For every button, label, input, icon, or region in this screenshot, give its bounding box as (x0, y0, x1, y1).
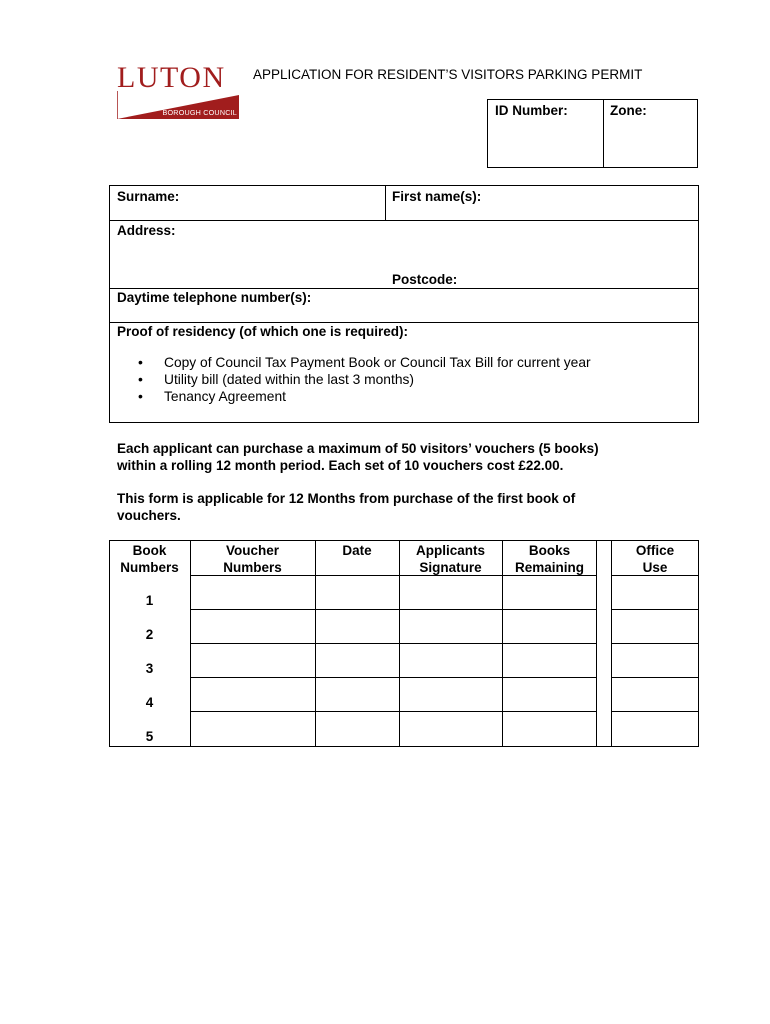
applicant-details-box (109, 185, 699, 423)
row-divider (611, 643, 699, 644)
row-divider (110, 220, 698, 221)
logo-wordmark: LUTON (117, 61, 226, 94)
book-number-cell: 3 (145, 661, 154, 676)
row-divider (190, 677, 597, 678)
voucher-limit-line-1: Each applicant can purchase a maximum of 50 visitors’ vouchers (5 books) (117, 441, 599, 456)
header-line: Date (342, 543, 372, 558)
first-name-label: First name(s): (392, 189, 482, 204)
id-number-label: ID Number: (495, 103, 568, 118)
first-name-field[interactable] (388, 204, 696, 219)
book-number-cell: 1 (145, 593, 154, 608)
proof-list (132, 354, 591, 405)
row-divider (611, 609, 699, 610)
page-title: APPLICATION FOR RESIDENT’S VISITORS PARKING PERMIT (253, 67, 643, 82)
header-line: Voucher (225, 543, 279, 558)
validity-line-1: This form is applicable for 12 Months from purchase of the first book of (117, 491, 576, 506)
header-applicants-signature (399, 542, 502, 576)
list-item: • Utility bill (dated within the last 3 months) (132, 371, 591, 388)
postcode-field[interactable] (470, 272, 696, 287)
name-divider (385, 186, 386, 220)
id-number-field[interactable] (489, 120, 602, 167)
header-date (315, 542, 399, 559)
proof-of-residency-label: Proof of residency (of which one is required): (117, 324, 409, 339)
header-book-numbers (109, 542, 190, 576)
phone-field[interactable] (350, 290, 696, 320)
address-field[interactable] (111, 240, 697, 270)
zone-label: Zone: (610, 103, 647, 118)
voucher-limit-line-2: within a rolling 12 month period. Each set of 10 vouchers cost £22.00. (117, 458, 564, 473)
logo-subtitle: BOROUGH COUNCIL (162, 108, 237, 117)
header-line: Numbers (120, 560, 179, 575)
header-line: Use (642, 560, 668, 575)
list-item: • Tenancy Agreement (132, 388, 591, 405)
book-number-cell: 2 (145, 627, 154, 642)
book-number-cell: 5 (145, 729, 154, 744)
surname-label: Surname: (117, 189, 180, 204)
header-line: Applicants (415, 543, 485, 558)
zone-field[interactable] (605, 120, 697, 167)
address-label: Address: (117, 223, 176, 238)
surname-field[interactable] (111, 204, 383, 219)
header-line: Books (528, 543, 571, 558)
header-voucher-numbers (190, 542, 315, 576)
luton-logo (117, 63, 239, 119)
postcode-label: Postcode: (392, 272, 458, 287)
row-divider (190, 643, 597, 644)
row-divider (110, 288, 698, 289)
row-divider (611, 677, 699, 678)
book-number-cell: 4 (145, 695, 154, 710)
validity-line-2: vouchers. (117, 508, 181, 523)
voucher-table (109, 540, 699, 747)
header-line: Book (132, 543, 167, 558)
header-line: Numbers (223, 560, 282, 575)
row-divider (110, 322, 698, 323)
row-divider (611, 711, 699, 712)
header-office-use (611, 542, 699, 576)
header-books-remaining (502, 542, 597, 576)
header-line: Office (635, 543, 675, 558)
header-line: Remaining (514, 560, 584, 575)
id-zone-box (487, 99, 698, 168)
gap-column (596, 540, 612, 747)
list-item: • Copy of Council Tax Payment Book or Council Tax Bill for current year (132, 354, 591, 371)
row-divider (190, 609, 597, 610)
id-zone-divider (603, 100, 604, 167)
phone-label: Daytime telephone number(s): (117, 290, 312, 305)
row-divider (190, 711, 597, 712)
header-line: Signature (419, 560, 482, 575)
